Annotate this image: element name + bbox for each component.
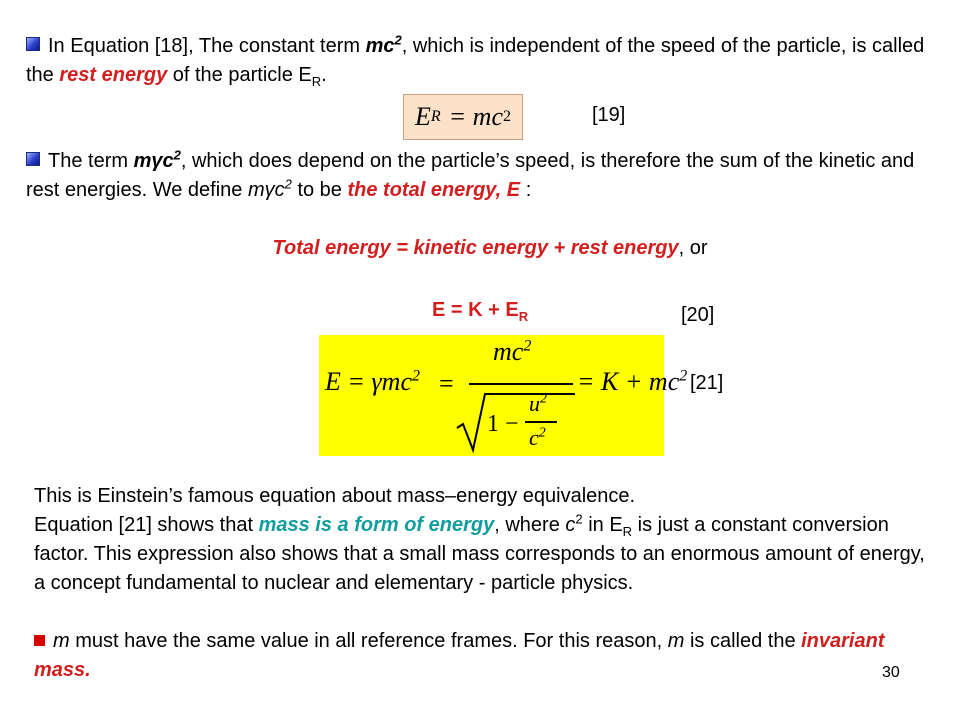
paragraph-rest-energy: In Equation [18], The constant term $mc^2$, which is independent of the speed of the particle, is called the rest energy of the particle $E_R$. bbox=[26, 32, 925, 89]
equation-20: $E = K + E_R$ bbox=[432, 299, 529, 324]
paragraph-total-energy: The term mγc$^2$, which does depend on the particle’s speed, is therefore the sum of the kinetic and rest energies. We define mγc$^2$ to be the total energy, E : bbox=[26, 147, 915, 201]
bullet-icon bbox=[26, 152, 40, 166]
equation-21-u-squared: $u^2$ bbox=[529, 391, 547, 416]
equation-19-box: E R = mc 2 bbox=[403, 94, 523, 140]
paragraph-equivalence: This is Einstein’s famous equation about mass–energy equivalence. Equation [21] shows that mass is a form of energy, where $c^2$ in $E_R$ is just a constant conversion factor. This expression also shows that a small mass corresponds to an enormous amount of energy, a concept fundamental to nuclear and elementary - particle physics. bbox=[34, 485, 925, 594]
equation-21-numerator: $mc^2$ bbox=[493, 337, 532, 366]
equation-21-box bbox=[319, 335, 688, 456]
total-energy-statement: Total energy = kinetic energy + rest energy, or bbox=[272, 237, 708, 259]
equation-21-lhs: E = γmc$^2$ bbox=[325, 367, 420, 396]
page-number: 30 bbox=[882, 664, 900, 681]
equation-21-rhs: = $K + mc^2$ bbox=[577, 367, 688, 396]
fraction-bar bbox=[469, 383, 573, 385]
equation-21-equals: = bbox=[439, 369, 454, 398]
equation-21-c-squared: $c^2$ bbox=[529, 425, 546, 450]
equation-19-label: [19] bbox=[592, 104, 626, 126]
paragraph-invariant-mass: m must have the same value in all reference frames. For this reason, m is called the invariant mass. bbox=[34, 630, 885, 681]
inner-fraction-bar bbox=[525, 421, 557, 423]
equation-21-denominator-one: 1 − bbox=[487, 411, 519, 437]
equation-20-label: [20] bbox=[681, 304, 715, 326]
equation-21-label: [21] bbox=[690, 372, 724, 394]
bullet-icon bbox=[34, 635, 45, 646]
bullet-icon bbox=[26, 37, 40, 51]
